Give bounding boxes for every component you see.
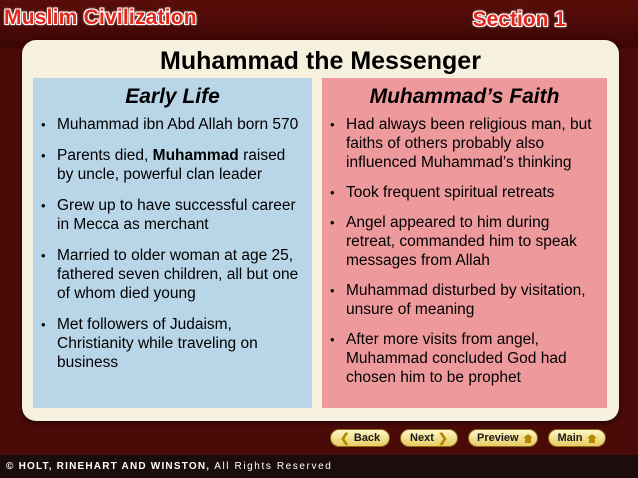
- list-item: • Met followers of Judaism, Christianity while traveling on business: [41, 316, 258, 371]
- home-icon: [523, 434, 529, 443]
- footer-bar: [0, 455, 638, 478]
- preview-button[interactable]: Preview: [468, 429, 538, 447]
- list-item: • Grew up to have successful career in Mecca as merchant: [41, 197, 296, 233]
- slide-title: Muhammad the Messenger: [160, 47, 481, 75]
- list-item: • Had always been religious man, but faiths of others probably also influenced Muhammad’s thinking: [330, 116, 592, 171]
- faith-column: [322, 78, 607, 408]
- early-life-list: [33, 115, 312, 372]
- bullet-icon: •: [41, 198, 46, 213]
- bullet-icon: •: [41, 248, 46, 263]
- faith-heading: Muhammad’s Faith: [369, 85, 560, 108]
- early-life-heading: Early Life: [125, 85, 220, 108]
- chevron-right-icon: ❯: [437, 431, 448, 445]
- bullet-icon: •: [41, 317, 46, 332]
- main-button[interactable]: Main: [548, 429, 606, 447]
- list-item: • Took frequent spiritual retreats: [330, 184, 555, 201]
- publisher-name: HOLT, RINEHART AND WINSTON,: [18, 461, 211, 472]
- list-item: • Married to older woman at age 25, fathered seven children, all but one of whom died young: [41, 247, 299, 302]
- bullet-icon: •: [330, 215, 335, 230]
- bullet-icon: •: [41, 148, 46, 163]
- next-button[interactable]: Next ❯: [400, 429, 458, 447]
- bullet-icon: •: [41, 117, 46, 132]
- bullet-icon: •: [330, 332, 335, 347]
- list-item: • Parents died, Muhammad raised by uncle, powerful clan leader: [41, 147, 286, 183]
- copyright-symbol: ©: [6, 461, 15, 472]
- list-item: • Angel appeared to him during retreat, commanded him to speak messages from Allah: [330, 214, 577, 269]
- bullet-icon: •: [330, 185, 335, 200]
- chevron-left-icon: ❮: [339, 431, 350, 445]
- emphasis-text: Muhammad: [152, 147, 239, 164]
- early-life-column: [33, 78, 312, 408]
- slide-panel: [22, 40, 619, 421]
- bullet-icon: •: [330, 283, 335, 298]
- bullet-icon: •: [330, 117, 335, 132]
- list-item: • Muhammad disturbed by visitation, unsure of meaning: [330, 282, 586, 318]
- list-item: • After more visits from angel, Muhammad concluded God had chosen him to be prophet: [330, 331, 567, 386]
- section-label: Section 1: [472, 8, 566, 31]
- copyright-notice: [6, 461, 332, 472]
- course-title: Muslim Civilization: [4, 6, 197, 29]
- back-button[interactable]: ❮ Back: [330, 429, 390, 447]
- rights-text: All Rights Reserved: [214, 461, 333, 472]
- navigation-bar: [330, 429, 606, 447]
- home-icon: [587, 434, 597, 443]
- list-item: • Muhammad ibn Abd Allah born 570: [41, 116, 299, 133]
- faith-list: [322, 115, 607, 387]
